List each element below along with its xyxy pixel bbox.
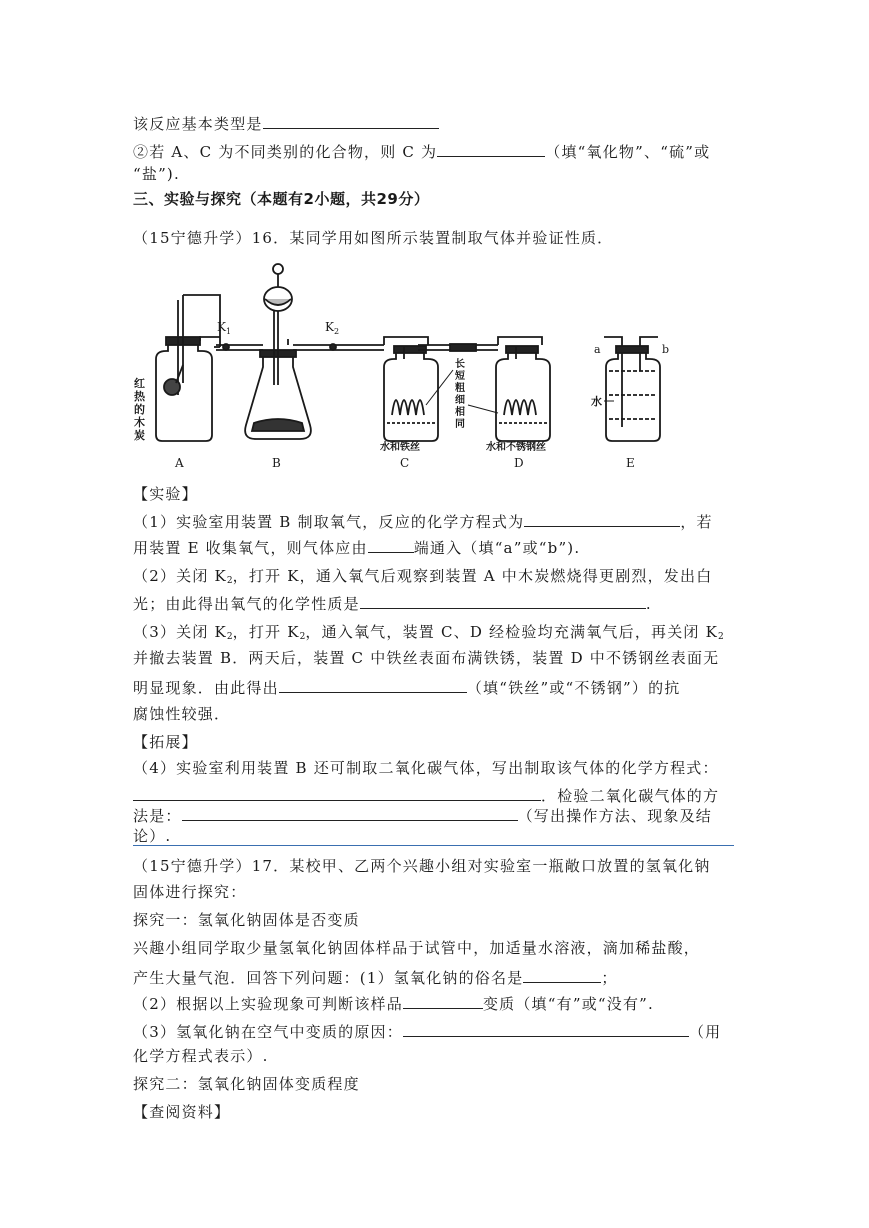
- text-compound-c-hint: （填“氧化物”、“硫”或: [545, 143, 711, 161]
- line-e5: [133, 622, 724, 647]
- answer-blank-deterioration-equation[interactable]: [403, 1020, 689, 1037]
- text-p4: （3）氢氧化钠在空气中变质的原因：: [133, 1023, 403, 1041]
- subscript-k2: 2: [299, 632, 306, 642]
- subscript-k2: 2: [718, 632, 724, 642]
- line-p2: [133, 966, 618, 988]
- question-16-intro: [133, 228, 613, 248]
- line-reaction-type: [133, 112, 439, 134]
- experiment-heading: [133, 484, 198, 504]
- text-e3-tail: ，打开 K，通入氧气后观察到装置 A 中木炭燃烧得更剧烈，发出白: [232, 567, 713, 585]
- valve-k1-label: K: [217, 320, 226, 334]
- svg-text:的: 的: [134, 403, 145, 416]
- inquiry-1-title: 探究一：氢氧化钠固体是否变质: [133, 911, 360, 929]
- text-p2-tail: ；: [601, 969, 618, 987]
- question-17-intro: [133, 856, 711, 876]
- question-17-text-cont: 固体进行探究：: [133, 883, 247, 901]
- text-p2: 产生大量气泡．回答下列问题：(1）氢氧化钠的俗名是: [133, 969, 524, 987]
- subscript-k2: 2: [226, 576, 233, 586]
- apparatus-label-b: B: [272, 456, 281, 470]
- text-x3: 法是：: [133, 807, 182, 825]
- line-p1: [133, 938, 700, 958]
- valve-k2-subscript: 2: [333, 327, 340, 336]
- svg-text:K1: [217, 320, 231, 336]
- answer-blank-oxygen-equation[interactable]: [524, 510, 680, 527]
- jar-e: [604, 337, 660, 441]
- port-a-label: a: [594, 343, 601, 356]
- text-e8: 腐蚀性较强．: [133, 705, 231, 723]
- answer-blank-co2-equation[interactable]: [133, 784, 541, 801]
- line-lookup: [133, 1102, 230, 1122]
- line-e7: [133, 676, 681, 698]
- line-e1: [133, 510, 713, 532]
- line-x3: [133, 804, 712, 826]
- section-heading: [133, 189, 429, 209]
- text-p3: （2）根据以上实验现象可判断该样品: [133, 995, 403, 1013]
- text-e5-tail: ，通入氧气，装置 C、D 经检验均充满氧气后，再关闭 K: [305, 623, 718, 641]
- text-e7: 明显现象．由此得出: [133, 679, 279, 697]
- line-x4: [133, 826, 171, 846]
- jar-d-caption: 水和不锈钢丝: [486, 442, 546, 453]
- section-divider: [133, 845, 734, 846]
- text-reaction-type: 该反应基本类型是: [133, 115, 263, 133]
- line-x1: [133, 758, 719, 778]
- answer-blank-corrosion[interactable]: [279, 676, 467, 693]
- text-x1: （4）实验室利用装置 B 还可制取二氧化碳气体，写出制取该气体的化学方程式：: [133, 759, 719, 777]
- inquiry-2-title: 探究二：氢氧化钠固体变质程度: [133, 1075, 360, 1093]
- lookup-header: 【查阅资料】: [133, 1103, 231, 1121]
- line-inquiry-1: [133, 910, 360, 930]
- svg-text:长: 长: [455, 359, 465, 370]
- answer-blank-reaction-type[interactable]: [263, 112, 439, 129]
- line-e4: [133, 592, 652, 614]
- jar-c: [384, 346, 438, 441]
- line-p4: [133, 1020, 721, 1042]
- line-q17b: [133, 882, 246, 902]
- extension-heading: [133, 732, 198, 752]
- apparatus-label-e: E: [626, 456, 635, 470]
- text-p4-tail: （用: [688, 1023, 722, 1041]
- line-e3: [133, 566, 712, 591]
- flask-b: [245, 264, 311, 439]
- text-e7-tail: （填“铁丝”或“不锈钢”）的抗: [466, 679, 681, 697]
- line-compound-c: [133, 140, 710, 162]
- text-e1: （1）实验室用装置 B 制取氧气，反应的化学方程式为: [133, 513, 525, 531]
- line-p3: [133, 992, 654, 1014]
- apparatus-figure: [128, 255, 688, 473]
- svg-text:红: 红: [134, 377, 145, 390]
- text-e3: （2）关闭 K: [133, 567, 227, 585]
- answer-blank-common-name[interactable]: [523, 966, 601, 983]
- text-e4: 光；由此得出氧气的化学性质是: [133, 595, 360, 613]
- text-p3-tail: 变质（填“有”或“没有”.: [482, 995, 654, 1013]
- extension-header: 【拓展】: [133, 733, 198, 751]
- svg-text:K2: [325, 320, 339, 336]
- text-e5: （3）关闭 K: [133, 623, 227, 641]
- svg-text:细: 细: [455, 395, 465, 406]
- text-x2: ．检验二氧化碳气体的方: [541, 787, 720, 805]
- svg-text:炭: 炭: [134, 429, 145, 442]
- svg-text:热: 热: [134, 390, 145, 403]
- port-b-label: b: [662, 343, 670, 356]
- svg-text:短: 短: [455, 371, 465, 382]
- text-p5: 化学方程式表示）.: [133, 1047, 269, 1065]
- jar-c-caption: 水和铁丝: [380, 442, 420, 453]
- text-salt: “盐”).: [133, 165, 180, 183]
- line-e6: [133, 648, 719, 668]
- text-p1: 兴趣小组同学取少量氢氧化钠固体样品于试管中，加适量水溶液，滴加稀盐酸，: [133, 939, 701, 957]
- apparatus-label-d: D: [514, 456, 524, 470]
- question-16-text: （15宁德升学）16．某同学用如图所示装置制取气体并验证性质．: [133, 229, 614, 247]
- jar-a: [156, 295, 220, 441]
- question-17-text: （15宁德升学）17．某校甲、乙两个兴趣小组对实验室一瓶敞口放置的氢氧化钠: [133, 857, 711, 875]
- svg-text:同: 同: [455, 419, 465, 430]
- line-salt: [133, 164, 180, 184]
- wire-comparison-label: [455, 357, 466, 430]
- subscript-k2: 2: [226, 632, 233, 642]
- water-label: 水: [591, 395, 602, 408]
- jar-d: [496, 346, 550, 441]
- answer-blank-co2-test[interactable]: [182, 804, 518, 821]
- answer-blank-deteriorated[interactable]: [403, 992, 483, 1009]
- charcoal-label: [134, 376, 146, 442]
- text-e4-tail: .: [645, 595, 652, 613]
- text-e2-tail: 端通入（填“a”或“b”).: [413, 539, 581, 557]
- valve-k1-subscript: 1: [225, 327, 232, 336]
- line-e2: [133, 536, 580, 558]
- text-x4: 论）.: [133, 827, 172, 845]
- line-inquiry-2: [133, 1074, 360, 1094]
- svg-text:相: 相: [455, 407, 465, 418]
- svg-text:粗: 粗: [455, 383, 465, 394]
- line-p5: [133, 1046, 269, 1066]
- text-e1-tail: ，若: [680, 513, 713, 531]
- svg-text:木: 木: [134, 416, 145, 429]
- text-compound-c: ②若 A、C 为不同类别的化合物，则 C 为: [133, 143, 438, 161]
- section-title: 三、实验与探究（本题有2小题，共29分）: [133, 190, 430, 208]
- line-e8: [133, 704, 230, 724]
- answer-blank-oxygen-property[interactable]: [360, 592, 646, 609]
- apparatus-label-c: C: [400, 456, 410, 470]
- line-x2: [133, 784, 719, 806]
- text-x3-tail: （写出操作方法、现象及结: [517, 807, 713, 825]
- answer-blank-compound-c[interactable]: [437, 140, 545, 157]
- text-e5-mid: ，打开 K: [232, 623, 300, 641]
- text-e6: 并撤去装置 B．两天后，装置 C 中铁丝表面布满铁锈，装置 D 中不锈钢丝表面无: [133, 649, 720, 667]
- text-e2: 用装置 E 收集氧气，则气体应由: [133, 539, 368, 557]
- valve-k2-label: K: [325, 320, 334, 334]
- apparatus-label-a: A: [175, 456, 184, 470]
- answer-blank-inlet[interactable]: [368, 536, 414, 553]
- experiment-header: 【实验】: [133, 485, 198, 503]
